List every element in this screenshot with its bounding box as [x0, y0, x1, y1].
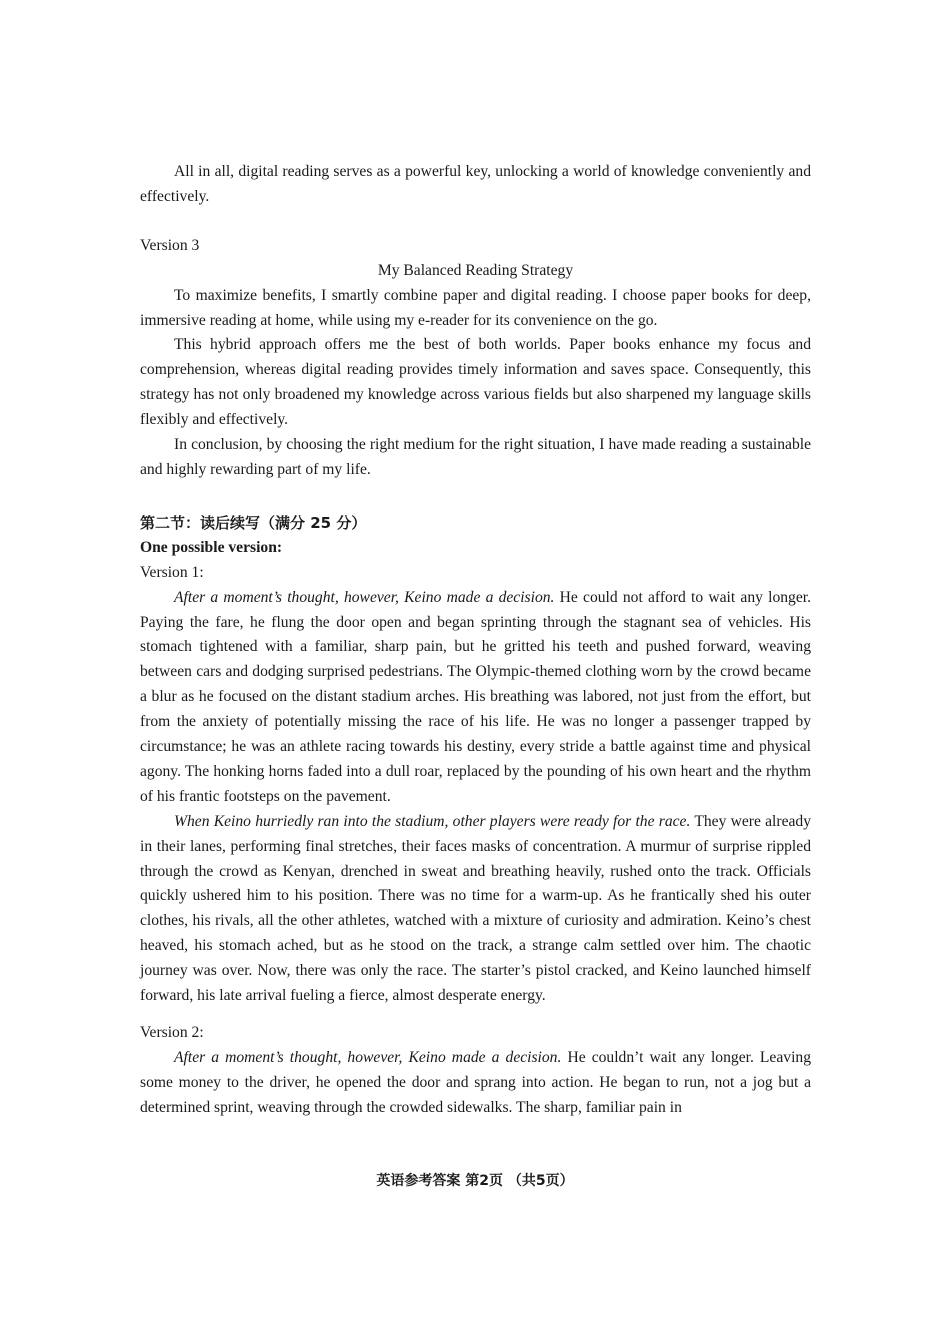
version3-label: Version 3: [140, 236, 200, 254]
version1-paragraph-1-lead: After a moment’s thought, however, Keino made a decision.: [174, 588, 555, 606]
version1-paragraph-1-body: He could not afford to wait any longer. Paying the fare, he flung the door open and began sprinting through the stagnant sea of vehicles. His stomach tightened with a familiar, sharp pain, but he gritted his teeth and pushed forward, weaving between cars and dodging surprised pedestrians. The Olympic-themed clothing worn by the crowd became a blur as he focused on the distant stadium arches. His breathing was labored, not just from the effort, but from the anxiety of potentially missing the race of his life. He was no longer a passenger trapped by circumstance; he was an athlete racing towards his destiny, every stride a battle against time and physical agony. The honking horns faded into a dull roar, replaced by the pounding of his own heart and the rhythm of his frantic footsteps on the pavement.: [140, 588, 812, 805]
version2-paragraph-1-body: He couldn’t wait any longer. Leaving some money to the driver, he opened the door and sprang into action. He began to run, not a jog but a determined sprint, weaving through the crowded sidewalks. The sharp, familiar pain in: [140, 1048, 812, 1116]
version3-paragraph-2: This hybrid approach offers me the best of both worlds. Paper books enhance my focus and comprehension, whereas digital reading provides timely information and saves space. Consequently, this strategy has not only broadened my knowledge across various fields but also sharpened my language skills flexibly and effectively.: [140, 336, 811, 429]
document-body: [140, 160, 811, 1121]
version1-paragraph-2-body: They were already in their lanes, performing final stretches, their faces masks of concentration. A murmur of surprise rippled through the crowd as Kenyan, drenched in sweat and breathing heavily, rushed onto the track. Officials quickly ushered him to his position. There was no time for a warm-up. As he frantically shed his outer clothes, his rivals, all the other athletes, watched with a mixture of curiosity and admiration. Keino’s chest heaved, his stomach ached, but as he stood on the track, a strange calm settled over him. The chaotic journey was over. Now, there was only the race. The starter’s pistol cracked, and Keino launched himself forward, his late arrival fueling a fierce, almost desperate energy.: [140, 812, 812, 1005]
section2-subheading: One possible version:: [140, 538, 283, 556]
version1-paragraph-2-lead: When Keino hurriedly ran into the stadium, other players were ready for the race.: [174, 812, 691, 830]
page-footer: 英语参考答案 第2页 （共5页）: [376, 1173, 574, 1189]
version2-paragraph-1-lead: After a moment’s thought, however, Keino made a decision.: [174, 1048, 562, 1066]
version1-paragraph-2: [140, 810, 811, 1009]
version1-label: Version 1:: [140, 563, 204, 581]
version3-title: My Balanced Reading Strategy: [377, 261, 574, 279]
section2-heading: 第二节：读后续写（满分 25 分）: [140, 513, 367, 532]
version2-label: Version 2:: [140, 1024, 204, 1041]
version3-paragraph-3: In conclusion, by choosing the right medium for the right situation, I have made reading a sustainable and highly rewarding part of my life.: [140, 436, 811, 478]
version2-paragraph-1: [140, 1046, 811, 1121]
closing-paragraph: All in all, digital reading serves as a powerful key, unlocking a world of knowledge conveniently and effectively.: [140, 163, 811, 205]
version1-paragraph-1: [140, 586, 811, 810]
version3-paragraph-1: To maximize benefits, I smartly combine paper and digital reading. I choose paper books for deep, immersive reading at home, while using my e-reader for its convenience on the go.: [140, 286, 811, 329]
